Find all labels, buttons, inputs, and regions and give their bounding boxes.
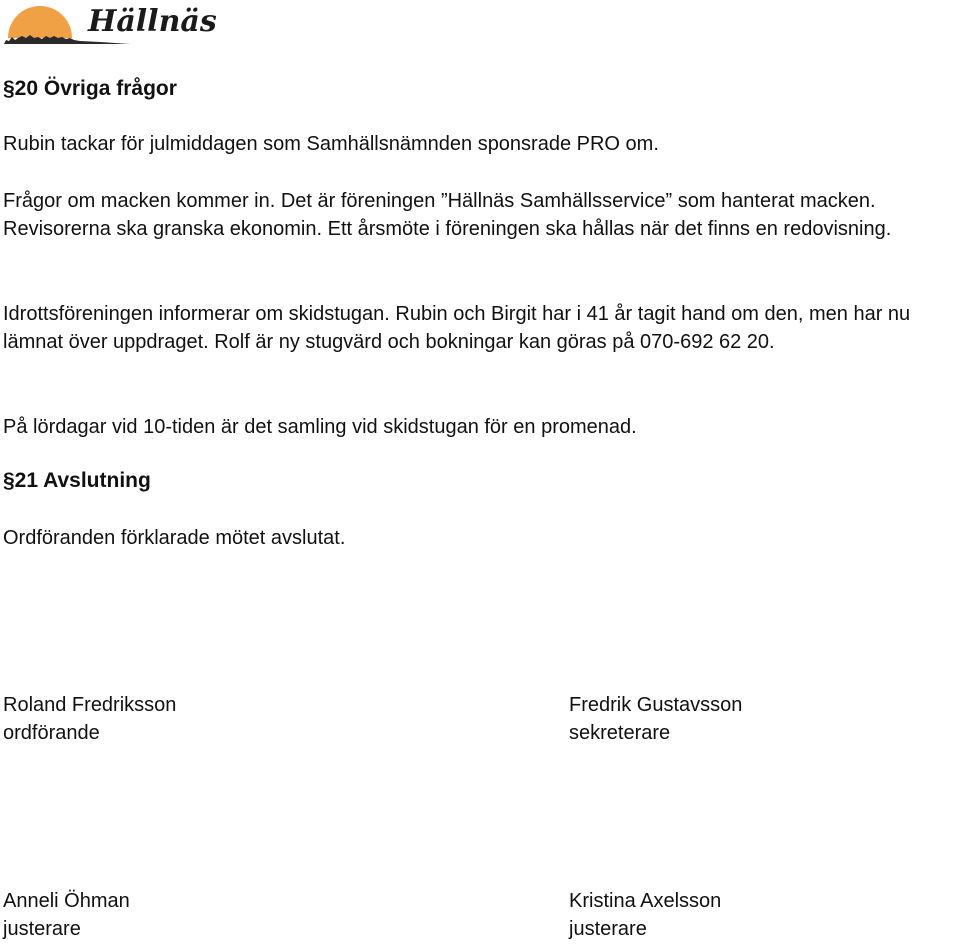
signatory-name: Fredrik Gustavsson <box>569 694 743 716</box>
signatory-name: Anneli Öhman <box>3 890 130 912</box>
signatory-name: Kristina Axelsson <box>569 890 722 912</box>
signatory-role: ordförande <box>3 722 100 744</box>
signature-block <box>3 887 130 943</box>
sunset-icon <box>8 6 72 38</box>
paragraph: Rubin tackar för julmiddagen som Samhällsnämnden sponsrade PRO om. <box>3 133 659 155</box>
signature-block <box>569 887 721 943</box>
signatory-name: Roland Fredriksson <box>3 694 177 716</box>
signatory-role: justerare <box>569 918 647 940</box>
section-title-20: §20 Övriga frågor <box>3 77 177 100</box>
paragraph: Idrottsföreningen informerar om skidstugan. Rubin och Birgit har i 41 år tagit hand om den, men har nu lämnat över uppdraget. Rolf är ny stugvärd och bokningar kan göras på 070-692 62 20. <box>3 303 911 353</box>
paragraph: På lördagar vid 10-tiden är det samling vid skidstugan för en promenad. <box>3 416 637 438</box>
paragraph: Ordföranden förklarade mötet avslutat. <box>3 527 346 549</box>
logo-wordmark: Hällnäs <box>88 4 217 39</box>
section-title-21: §21 Avslutning <box>3 469 151 492</box>
paragraph: Frågor om macken kommer in. Det är föreningen ”Hällnäs Samhällsservice” som hanterat macken. Revisorerna ska granska ekonomin. Ett årsmöte i föreningen ska hållas när det finns en redovisning. <box>3 190 892 240</box>
signatory-role: sekreterare <box>569 722 671 744</box>
signature-block <box>569 691 742 747</box>
signatory-role: justerare <box>3 918 81 940</box>
signature-block <box>3 691 176 747</box>
hallnas-logo <box>0 0 240 50</box>
